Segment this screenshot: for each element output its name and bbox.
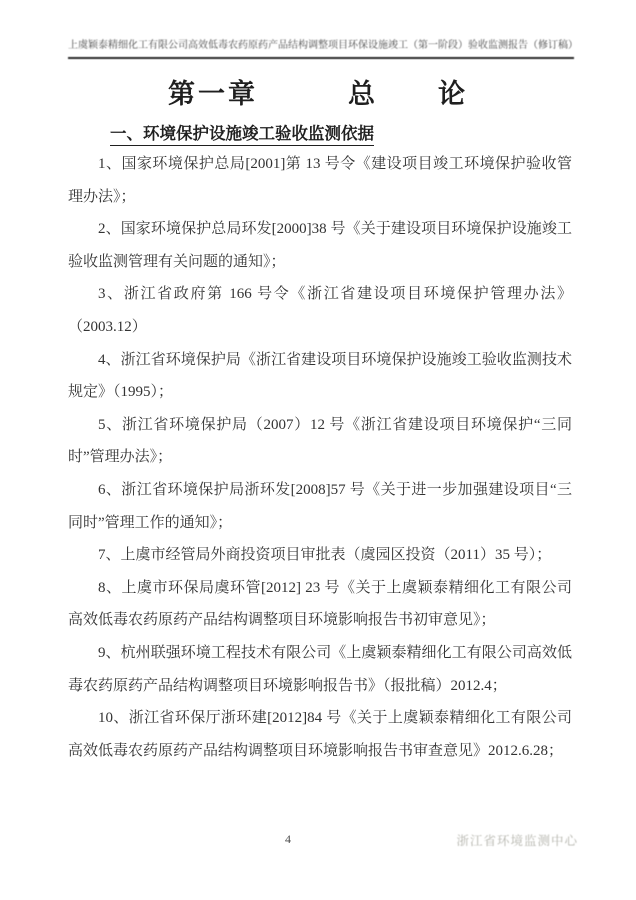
references-list	[68, 148, 572, 767]
reference-item: 9、杭州联强环境工程技术有限公司《上虞颖泰精细化工有限公司高效低毒农药原药产品结构调整项目环境影响报告书》（报批稿）2012.4；	[68, 644, 572, 694]
chapter-title: 第一章 总 论	[168, 79, 468, 109]
reference-item: 7、上虞市经管局外商投资项目审批表（虞园区投资（2011）35 号）；	[98, 547, 552, 564]
reference-item: 5、浙江省环境保护局（2007）12 号《浙江省建设项目环境保护“三同时”管理办法》；	[68, 416, 572, 466]
reference-item: 3、浙江省政府第 166 号令《浙江省建设项目环境保护管理办法》（2003.12）	[68, 286, 572, 335]
reference-item: 1、国家环境保护总局[2001]第 13 号令《建设项目竣工环境保护验收管理办法》；	[68, 156, 572, 205]
document-header-title: 上虞颖泰精细化工有限公司高效低毒农药原药产品结构调整项目环保设施竣工（第一阶段）验收监测报告（修订稿）	[68, 36, 574, 59]
reference-item: 2、国家环境保护总局环发[2000]38 号《关于建设项目环境保护设施竣工验收监测管理有关问题的通知》；	[68, 221, 572, 270]
footer-watermark: 浙江省环境监测中心	[456, 834, 578, 848]
reference-item: 6、浙江省环境保护局浙环发[2008]57 号《关于进一步加强建设项目“三同时”管理工作的通知》；	[68, 481, 572, 531]
section-heading: 一、环境保护设施竣工验收监测依据	[110, 120, 374, 146]
reference-item: 8、上虞市环保局虞环管[2012] 23 号《关于上虞颖泰精细化工有限公司高效低毒农药原药产品结构调整项目环境影响报告书初审意见》；	[68, 579, 572, 629]
reference-item: 4、浙江省环境保护局《浙江省建设项目环境保护设施竣工验收监测技术规定》（1995）；	[68, 351, 572, 401]
footer-page-number: 4	[285, 832, 291, 846]
reference-item: 10、浙江省环保厅浙环建[2012]84 号《关于上虞颖泰精细化工有限公司高效低毒农药原药产品结构调整项目环境影响报告书审查意见》2012.6.28；	[68, 710, 572, 759]
